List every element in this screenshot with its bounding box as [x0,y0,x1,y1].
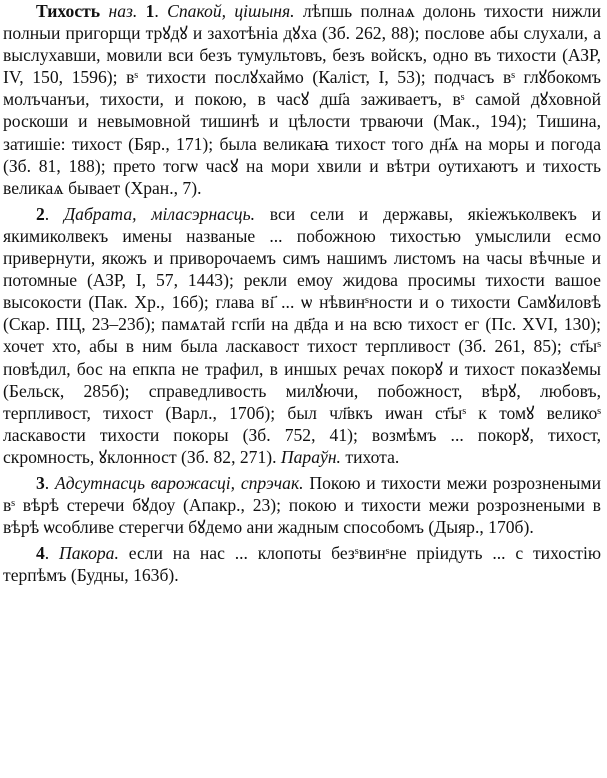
sense-1: Тихость наз. 1. Спакой, цішыня. лѣпшь полнаѧ долонь тихости нижли полныи пригорщи трꙋдꙋ и захотѣнiа дꙋха (Зб. 262, 88); пословe абы слухали, а выслухавши, мовили вси безъ тумультовъ, безъ войскъ, одно въ тихости (АЗР, IV, 150, 1596); вˢ тихости послꙋхаймо (Калiст, I, 53); подчасъ вˢ глꙋбокомъ молъчанъи, тихости, и покою, в часꙋ дш҃а заживаетъ, вˢ самой дꙋховной роскоши и невымовной тишинѣ и цѣлости трваючи (Мак., 194); Тишина, затишie: тихост (Бяр., 171); была великаꙗ тихост того дн҃ѧ на моры и погода (Зб. 81, 188); прето тогѡ часꙋ на мори хвили и вѣтри оутихаютъ и тихость великаѧ бываeт (Хран., 7). [3,1,602,198]
sense-gloss: Пакора. [59,543,119,564]
grammar-label: наз. [108,1,138,21]
sense-citations: если на нас ... клопоты безˢвинˢне прiидуть ... с тихостiю терпѣмъ (Будны, 163б). [3,543,601,586]
sense-number: 2 [36,203,45,224]
sense-gloss: Адсутнасць варожасці, спрэчак. [54,472,304,493]
sense-4: 4. Пакора. если на нас ... клопоты безˢвинˢне прiидуть ... с тихостiю терпѣмъ (Будны, 163б). [3,543,601,586]
headword: Тихость [36,1,101,21]
sense-3: 3. Адсутнасць варожасці, спрэчак. Покою и тихости межи розрознеными вˢ вѣрѣ стеречи бꙋдоу (Апакр., 23); покою и тихости межи розрознеными в вѣрѣ ѡсобливе стерегчи бꙋдемо ани жадным способомъ (Дыяр., 170б). [3,472,601,538]
sense-number: 3 [36,472,45,493]
sense-citations: лѣпшь полнаѧ долонь тихости нижли полныи пригорщи трꙋдꙋ и захотѣнiа дꙋха (Зб. 262, 88); пословe абы слухали, а выслухавши, мовили вси безъ тумультовъ, безъ войскъ, одно въ тихости (АЗР, IV, 150, 1596); вˢ тихости послꙋхаймо (Калiст, I, 53); подчасъ вˢ глꙋбокомъ молъчанъи, тихости, и покою, в часꙋ дш҃а заживаетъ, вˢ самой дꙋховной роскоши и невымовной тишинѣ и цѣлости трваючи (Мак., 194); Тишина, затишie: тихост (Бяр., 171); была великаꙗ тихост того дн҃ѧ на моры и погода (Зб. 81, 188); прето тогѡ часꙋ на мори хвили и вѣтри оутихаютъ и тихость великаѧ бываeт (Хран., 7). [3,1,602,198]
sense-citations: вси сели и державы, якieжъколвекъ и якимиколвекъ имены названые ... побожною тихостью умыслили есмо привернути, якожъ и приворочаемъ симъ нашимъ листомъ на часы вѣчные и потомные (АЗР, I, 57, 1443); рекли емоу жидова просимы тихости вашое высокости (Пак. Хр., 16б); глава вı҃ ... ѡ нѣвинˢности и о тихости Самꙋиловѣ (Скар. ПЦ, 23–23б); памѧтай гсп҃и на дв҃да и на всю тихост ег (Пс. XVI, 130); хочет хто, абы в ним была ласкавост тихост терпливост (Зб. 261, 85); ст҃ыˢ повѣдил, бос на епкпа не трафил, в иншых речах покорꙋ и тихост показꙋемы (Бельск, 285б); справедливость милꙋючи, побожност, вѣрꙋ, любовъ, терпливост, тихост (Варл., 170б); был чл҃вкъ иѡан ст҃ыˢ к томꙋ великоˢ ласкавости тихости покоры (Зб. 752, 41); возмѣмъ ... покорꙋ, тихост, скромность, ꙋклонност (Зб. 82, 271). [3,203,601,467]
sense-number: 1 [145,1,155,21]
cross-reference-label: Параўн. [280,446,341,467]
sense-citations: Покою и тихости межи розрознеными вˢ вѣрѣ стеречи бꙋдоу (Апакр., 23); покою и тихости межи розрознеными в вѣрѣ ѡсобливе стерегчи бꙋдемо ани жадным способомъ (Дыяр., 170б). [3,472,601,538]
sense-gloss: Спакой, цішыня. [167,1,295,21]
sense-number: 4 [36,543,45,564]
sense-2: 2. Дабрата, міласэрнасць. вси сели и державы, якieжъколвекъ и якимиколвекъ имены названые ... побожною тихостью умыслили есмо привернути, якожъ и приворочаемъ симъ нашимъ листомъ на часы вѣчные и потомные (АЗР, I, 57, 1443); рекли емоу жидова просимы тихости вашое высокости (Пак. Хр., 16б); глава вı҃ ... ѡ нѣвинˢности и о тихости Самꙋиловѣ (Скар. ПЦ, 23–23б); памѧтай гсп҃и на дв҃да и на всю тихост ег (Пс. XVI, 130); хочет хто, абы в ним была ласкавост тихост терпливост (Зб. 261, 85); ст҃ыˢ повѣдил, бос на епкпа не трафил, в иншых речах покорꙋ и тихост показꙋемы (Бельск, 285б); справедливость милꙋючи, побожност, вѣрꙋ, любовъ, терпливост, тихост (Варл., 170б); был чл҃вкъ иѡан ст҃ыˢ к томꙋ великоˢ ласкавости тихости покоры (Зб. 752, 41); возмѣмъ ... покорꙋ, тихост, скромность, ꙋклонност (Зб. 82, 271). Параўн. тихота. [3,203,601,467]
cross-reference-target: тихота. [345,446,400,467]
sense-gloss: Дабрата, міласэрнасць. [63,203,255,224]
